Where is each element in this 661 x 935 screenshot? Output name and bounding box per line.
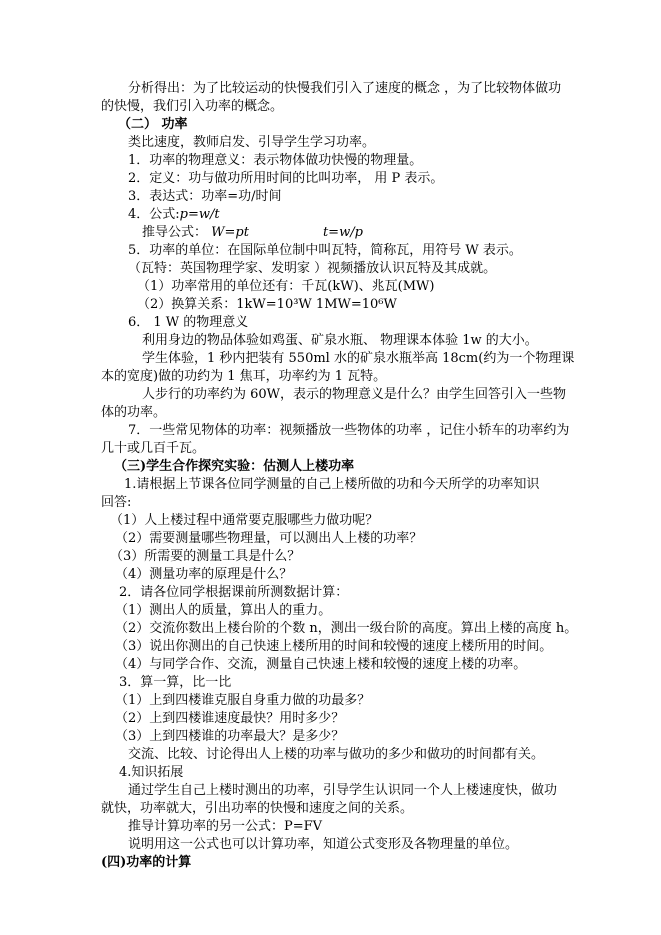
section-heading: (四)功率的计算 [101, 855, 192, 870]
text-line: （2）上到四楼谁速度最快？用时多少？ [115, 711, 345, 726]
text-line: 分析得出：为了比较运动的快慢我们引入了速度的概念 ，为了比较物体做功 [128, 81, 562, 96]
text-line: 通过学生自己上楼时测出的功率，引导学生认识同一个人上楼速度快，做功 [128, 783, 558, 798]
text-line: 几十或几百千瓦。 [101, 441, 206, 456]
text-line: （瓦特：英国物理学家、发明家 ）视频播放认识瓦特及其成就。 [128, 261, 497, 276]
section-heading: （二） 功率 [118, 117, 188, 132]
text-line [128, 206, 220, 224]
text-line: 2．定义：功与做功所用时间的比叫功率， 用 P 表示。 [128, 171, 444, 186]
text-line: 就快，功率就大，引出功率的快慢和速度之间的关系。 [101, 801, 414, 816]
section-heading: （三)学生合作探究实验：估测人上楼功率 [114, 459, 355, 474]
text-line [142, 224, 363, 242]
text-line: 利用身边的物品体验如鸡蛋、矿泉水瓶、 物理课本体验 1w 的大小。 [142, 333, 538, 348]
text-line: 7．一些常见物体的功率：视频播放一些物体的功率 ，记住小轿车的功率约为 [128, 423, 570, 438]
text-line: 说明用这一公式也可以计算功率，知道公式变形及各物理量的单位。 [128, 837, 519, 852]
text-line: 回答: [101, 495, 132, 510]
text-line: 体的功率。 [101, 405, 167, 420]
text-line: （1）上到四楼谁克服自身重力做的功最多？ [115, 693, 371, 708]
text-line: 推导计算功率的另一公式：P=FV [128, 819, 323, 834]
text-line: 的快慢，我们引入功率的概念。 [101, 99, 284, 114]
text-line: 人步行的功率约为 60W，表示的物理意义是什么？由学生回答引入一些物 [142, 387, 567, 402]
text-segment: 4．公式: [128, 207, 180, 222]
text-line: 6． 1 W 的物理意义 [128, 315, 249, 330]
text-line: 学生体验，1 秒内把装有 550ml 水的矿泉水瓶举高 18cm(约为一个物理课 [142, 351, 575, 366]
text-line: （4）与同学合作、交流，测量自己快速上楼和较慢的速度上楼的功率。 [115, 657, 527, 672]
text-line: （2）换算关系：1kW=10³W 1MW=10⁶W [137, 297, 397, 312]
text-line: 类比速度，教师启发、引导学生学习功率。 [128, 135, 376, 150]
text-line: （3）所需要的测量工具是什么？ [110, 549, 301, 564]
text-line: （3）上到四楼谁的功率最大？是多少？ [115, 729, 345, 744]
text-line: 3．表达式：功率=功/时间 [128, 189, 282, 204]
text-line: （1）功率常用的单位还有：千瓦(kW)、兆瓦(MW) [137, 279, 435, 294]
text-line: 3．算一算，比一比 [119, 675, 232, 690]
text-line: （1）测出人的质量，算出人的重力。 [115, 603, 332, 618]
text-line: 1.请根据上节课各位同学测量的自己上楼所做的功和今天所学的功率知识 [124, 477, 540, 492]
text-segment: 推导公式： [142, 225, 212, 240]
text-line: （4）测量功率的原理是什么？ [115, 567, 293, 582]
text-line: （2）需要测量哪些物理量，可以测出人上楼的功率？ [115, 531, 423, 546]
text-line: 1．功率的物理意义：表示物体做功快慢的物理量。 [128, 153, 423, 168]
text-line: 2．请各位同学根据课前所测数据计算： [119, 585, 349, 600]
text-line: （2）交流你数出上楼台阶的个数 n，测出一级台阶的高度。算出上楼的高度 h。 [115, 621, 578, 636]
formula: t=w/p [322, 225, 363, 240]
text-line: 5．功率的单位：在国际单位制中叫瓦特，简称瓦，用符号 W 表示。 [128, 243, 522, 258]
formula: p=w/t [179, 207, 220, 222]
text-line: （3）说出你测出的自己快速上楼所用的时间和较慢的速度上楼所用的时间。 [115, 639, 553, 654]
text-line: （1）人上楼过程中通常要克服哪些力做功呢？ [110, 513, 379, 528]
text-line: 交流、比较、讨论得出人上楼的功率与做功的多少和做功的时间都有关。 [128, 747, 545, 762]
formula: W=pt [211, 225, 249, 240]
text-line: 4.知识拓展 [119, 765, 184, 780]
text-line: 本的宽度)做的功约为 1 焦耳，功率约为 1 瓦特。 [101, 369, 387, 384]
